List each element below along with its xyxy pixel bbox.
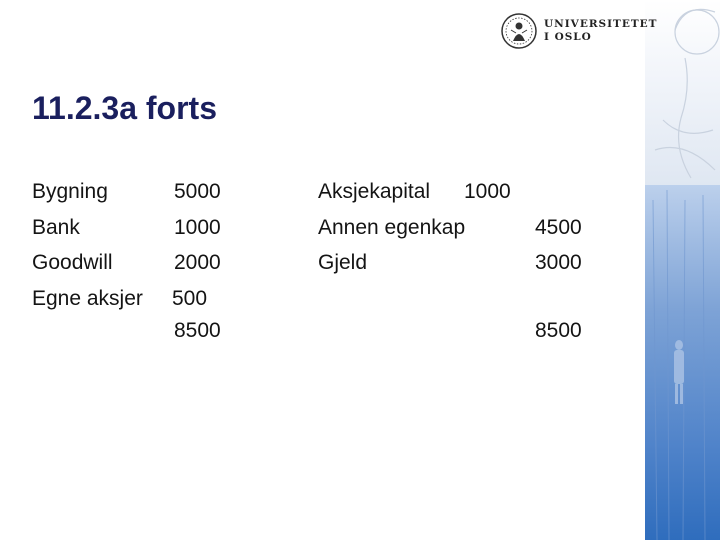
liability-label: Gjeld [318,251,368,274]
asset-value: 2000 [174,251,221,274]
logo-line-1: UNIVERSITETET [544,18,658,30]
liability-value: 3000 [535,251,582,274]
asset-label: Bygning [32,180,108,203]
asset-value: 500 [172,287,208,310]
logo-line-2: I OSLO [544,31,592,43]
asset-value: 1000 [174,216,221,239]
slide-title: 11.2.3a forts [32,90,217,126]
statue-illustration [645,0,720,540]
asset-label: Bank [32,216,80,239]
decorative-side-band [645,0,720,540]
liability-label: Annen egenkap [318,216,466,239]
liability-label: Aksjekapital [318,180,431,203]
university-logo [500,12,658,52]
liability-value: 1000 [464,180,511,203]
asset-label: Goodwill [32,251,113,274]
asset-value: 5000 [174,180,221,203]
assets-total: 8500 [174,319,221,342]
liability-value: 4500 [535,216,582,239]
asset-label: Egne aksjer [32,287,143,310]
liabilities-total: 8500 [535,319,582,342]
university-seal-icon [500,12,538,50]
